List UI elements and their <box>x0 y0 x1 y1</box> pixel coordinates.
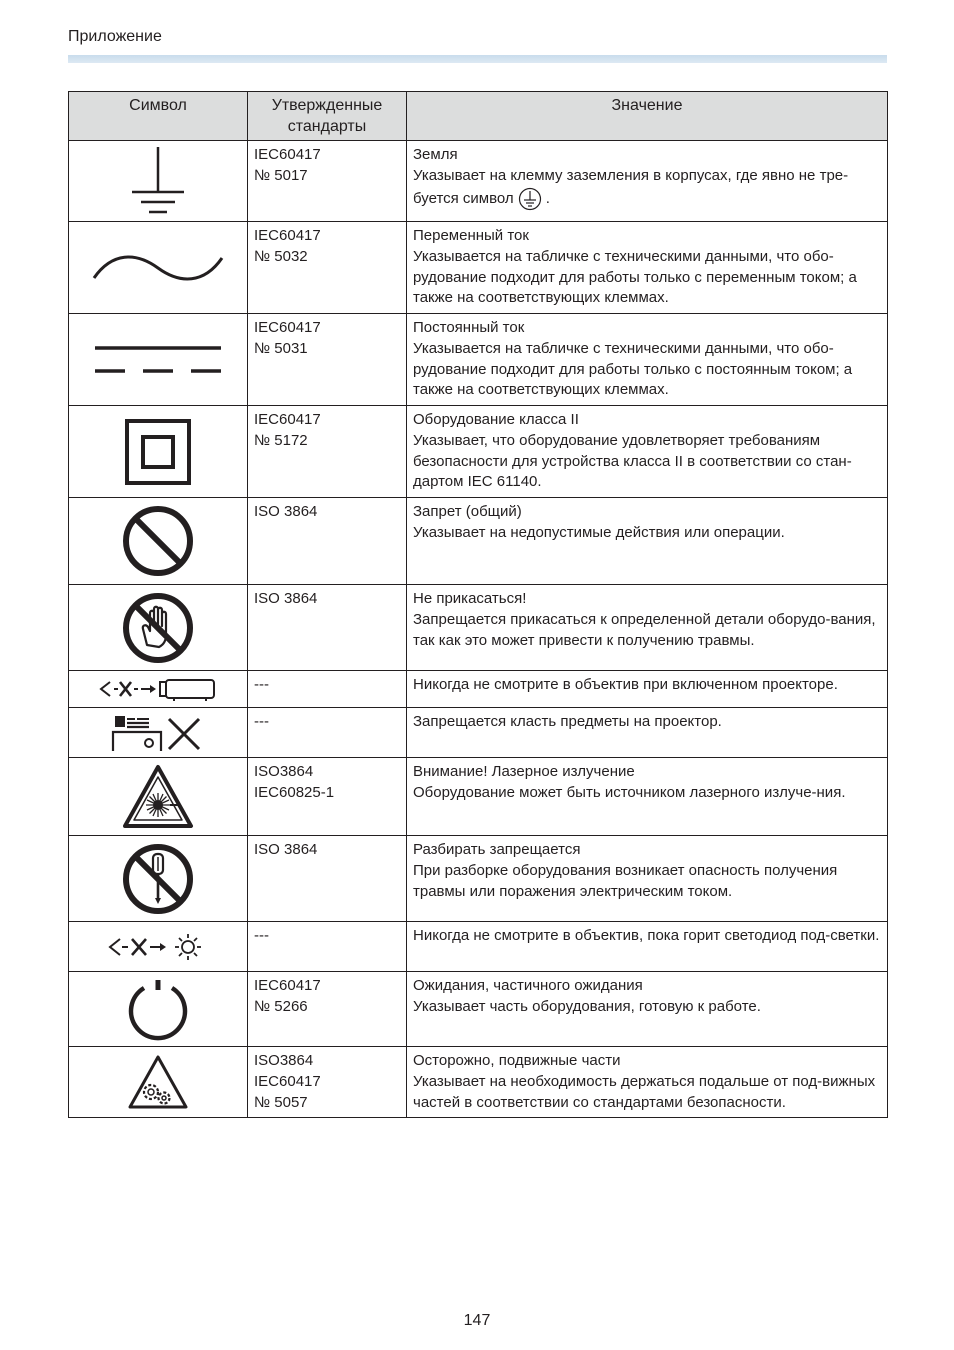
ac-sine-icon <box>90 248 226 288</box>
standard-cell: IEC60417 № 5266 <box>248 972 407 1047</box>
column-header-meaning: Значение <box>407 92 888 141</box>
standard-cell: --- <box>248 708 407 758</box>
meaning-title: Земля <box>413 146 458 163</box>
meaning-cell <box>407 1047 888 1118</box>
standard-cell: ISO3864 IEC60825-1 <box>248 758 407 836</box>
meaning-description: Никогда не смотрите в объектив, пока горит светодиод под-светки. <box>413 927 880 944</box>
prohibition-icon <box>121 504 195 578</box>
symbol-cell <box>69 222 248 314</box>
moving-parts-icon <box>127 1054 189 1110</box>
meaning-title: Переменный ток <box>413 227 529 244</box>
page-number: 147 <box>463 1312 491 1329</box>
meaning-cell <box>407 222 888 314</box>
meaning-cell <box>407 671 888 708</box>
symbols-table <box>68 91 888 1118</box>
symbol-cell <box>69 922 248 972</box>
meaning-cell <box>407 406 888 498</box>
meaning-title: Внимание! Лазерное излучение <box>413 763 635 780</box>
table-row <box>69 1047 888 1118</box>
table-row <box>69 498 888 585</box>
meaning-title: Не прикасаться! <box>413 590 527 607</box>
table-row <box>69 758 888 836</box>
standard-cell: IEC60417 № 5172 <box>248 406 407 498</box>
table-row <box>69 671 888 708</box>
meaning-title: Постоянный ток <box>413 319 525 336</box>
meaning-cell <box>407 141 888 222</box>
no-objects-on-projector-icon <box>111 713 205 753</box>
laser-warning-icon <box>122 764 194 830</box>
table-row <box>69 708 888 758</box>
symbol-cell <box>69 972 248 1047</box>
standard-cell: IEC60417 № 5032 <box>248 222 407 314</box>
class-ii-icon <box>124 418 192 486</box>
meaning-cell <box>407 314 888 406</box>
symbol-cell <box>69 1047 248 1118</box>
header-rule <box>68 55 887 63</box>
meaning-description: Указывает на необходимость держаться подальше от под-вижных частей в соответствии со стандартами безопасности. <box>413 1072 876 1111</box>
table-row <box>69 836 888 922</box>
protective-earth-icon <box>518 187 542 211</box>
table-header-row <box>69 92 888 141</box>
symbol-cell <box>69 406 248 498</box>
table-row <box>69 585 888 671</box>
standard-cell: ISO 3864 <box>248 585 407 671</box>
meaning-description: Указывается на табличке с техническими данными, что обо-рудование подходит для работы только с переменным током; а также на соответствующих клеммах. <box>413 247 857 307</box>
symbol-cell <box>69 836 248 922</box>
symbol-cell <box>69 758 248 836</box>
table-row <box>69 141 888 222</box>
table-row <box>69 406 888 498</box>
meaning-cell <box>407 972 888 1047</box>
symbol-cell <box>69 585 248 671</box>
ground-icon <box>128 145 188 217</box>
no-look-led-icon <box>106 932 210 962</box>
standard-cell: ISO 3864 <box>248 498 407 585</box>
standard-cell: --- <box>248 922 407 972</box>
meaning-cell <box>407 498 888 585</box>
meaning-cell <box>407 836 888 922</box>
table-row <box>69 314 888 406</box>
no-touch-icon <box>121 591 195 665</box>
standby-icon <box>125 976 191 1042</box>
meaning-description: Указывает часть оборудования, готовую к работе. <box>413 997 761 1015</box>
meaning-description: Запрещается класть предметы на проектор. <box>413 713 722 730</box>
standard-cell: IEC60417 № 5031 <box>248 314 407 406</box>
meaning-cell <box>407 922 888 972</box>
symbol-cell <box>69 671 248 708</box>
meaning-description: Указывает на недопустимые действия или операции. <box>413 523 785 541</box>
symbol-cell <box>69 708 248 758</box>
meaning-description: Указывается на табличке с техническими данными, что обо-рудование подходит для работы только с постоянным током; а также на соответствующих клеммах. <box>413 339 853 399</box>
no-disassembly-icon <box>121 842 195 916</box>
meaning-title: Разбирать запрещается <box>413 841 581 858</box>
dc-icon <box>93 344 223 376</box>
column-header-standards: Утвержденные стандарты <box>248 92 407 141</box>
meaning-title: Оборудование класса II <box>413 411 579 428</box>
meaning-title: Ожидания, частичного ожидания <box>413 977 643 994</box>
table-row <box>69 922 888 972</box>
section-title: Приложение <box>68 28 162 45</box>
standard-cell: ISO3864 IEC60417 № 5057 <box>248 1047 407 1118</box>
symbol-cell <box>69 141 248 222</box>
meaning-cell <box>407 708 888 758</box>
standard-cell: --- <box>248 671 407 708</box>
meaning-title: Осторожно, подвижные части <box>413 1052 621 1069</box>
column-header-symbol: Символ <box>69 92 248 141</box>
table-row <box>69 972 888 1047</box>
symbol-cell <box>69 498 248 585</box>
standard-cell: ISO 3864 <box>248 836 407 922</box>
standard-cell: IEC60417 № 5017 <box>248 141 407 222</box>
table-row <box>69 222 888 314</box>
meaning-description: Оборудование может быть источником лазерного излуче-ния. <box>413 783 846 801</box>
meaning-description: Запрещается прикасаться к определенной детали оборудо-вания, так как это может привести к получению травмы. <box>413 610 876 649</box>
meaning-description-end: . <box>545 189 550 207</box>
meaning-title: Запрет (общий) <box>413 503 522 520</box>
meaning-cell <box>407 758 888 836</box>
meaning-description: Никогда не смотрите в объектив при включенном проекторе. <box>413 676 838 693</box>
symbol-cell <box>69 314 248 406</box>
meaning-cell <box>407 585 888 671</box>
meaning-description: Указывает, что оборудование удовлетворяет требованиям безопасности для устройства класса II в соответствии со стан-дартом IEC 61140. <box>413 431 852 491</box>
meaning-description: Указывает на клемму заземления в корпусах, где явно не тре-буется символ <box>413 166 849 207</box>
no-look-projector-icon <box>98 676 218 702</box>
meaning-description: При разборке оборудования возникает опасность получения травмы или поражения электрическим током. <box>413 861 838 900</box>
